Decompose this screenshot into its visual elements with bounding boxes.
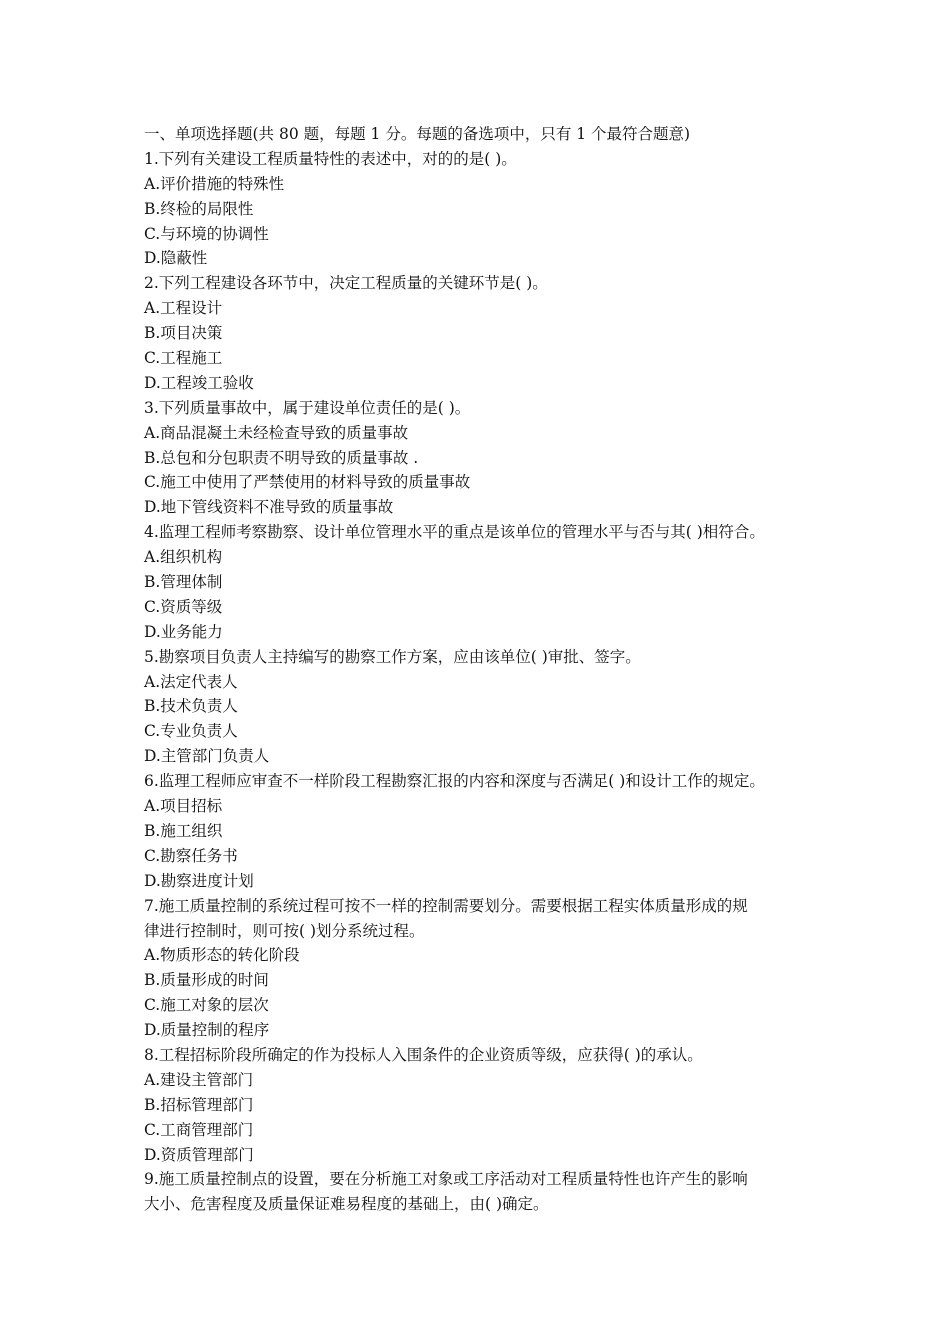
text-line: D.质量控制的程序 — [144, 1021, 270, 1040]
text-line: 5.勘察项目负责人主持编写的勘察工作方案，应由该单位( )审批、签字。 — [144, 647, 641, 666]
text-line: C.资质等级 — [144, 597, 223, 616]
text-line: 7.施工质量控制的系统过程可按不一样的控制需要划分。需要根据工程实体质量形成的规 — [144, 896, 748, 915]
text-line: A.工程设计 — [144, 299, 223, 318]
section-heading: 一、单项选择题(共 80 题，每题 1 分。每题的备选项中，只有 1 个最符合题意) — [144, 125, 691, 143]
text-line: 9.施工质量控制点的设置，要在分析施工对象或工序活动对工程质量特性也许产生的影响 — [144, 1170, 748, 1189]
text-line: C.勘察任务书 — [144, 846, 238, 865]
text-line: 4.监理工程师考察勘察、设计单位管理水平的重点是该单位的管理水平与否与其( )相符合。 — [144, 523, 765, 542]
text-line: A.评价措施的特殊性 — [144, 174, 285, 193]
text-line: 3.下列质量事故中，属于建设单位责任的是( )。 — [144, 398, 471, 417]
document-body — [144, 122, 810, 1217]
text-line: A.组织机构 — [144, 548, 223, 567]
text-line: D.主管部门负责人 — [144, 747, 270, 766]
text-line: A.物质形态的转化阶段 — [144, 946, 300, 965]
text-line: B.施工组织 — [144, 821, 223, 840]
text-line: A.建设主管部门 — [144, 1070, 254, 1089]
text-line: A.法定代表人 — [144, 672, 238, 691]
text-line: C.专业负责人 — [144, 722, 238, 741]
text-line: B.招标管理部门 — [144, 1095, 254, 1114]
text-line: B.总包和分包职责不明导致的质量事故 . — [144, 448, 419, 467]
text-line: 大小、危害程度及质量保证难易程度的基础上，由( )确定。 — [144, 1195, 549, 1214]
text-line: B.终检的局限性 — [144, 199, 254, 218]
text-line: C.施工对象的层次 — [144, 996, 269, 1015]
text-line: A.项目招标 — [144, 797, 223, 816]
text-line: D.资质管理部门 — [144, 1145, 254, 1164]
text-line: 2.下列工程建设各环节中，决定工程质量的关键环节是( )。 — [144, 274, 548, 293]
text-line: D.工程竣工验收 — [144, 373, 254, 392]
text-line: B.项目决策 — [144, 324, 223, 343]
text-line: D.隐蔽性 — [144, 249, 208, 268]
text-line: 律进行控制时，则可按( )划分系统过程。 — [144, 921, 425, 940]
text-line: 6.监理工程师应审查不一样阶段工程勘察汇报的内容和深度与否满足( )和设计工作的规定。 — [144, 772, 765, 791]
text-line: C.与环境的协调性 — [144, 224, 269, 243]
text-line: B.质量形成的时间 — [144, 971, 269, 990]
text-line: D.勘察进度计划 — [144, 871, 254, 890]
text-line: A.商品混凝土未经检查导致的质量事故 — [144, 423, 409, 442]
text-line: 1.下列有关建设工程质量特性的表述中，对的的是( )。 — [144, 149, 517, 168]
text-line: C.工程施工 — [144, 349, 223, 368]
text-line: 8.工程招标阶段所确定的作为投标人入围条件的企业资质等级，应获得( )的承认。 — [144, 1045, 703, 1064]
text-line: B.管理体制 — [144, 573, 223, 592]
text-line: D.地下管线资料不准导致的质量事故 — [144, 498, 394, 517]
text-line: B.技术负责人 — [144, 697, 238, 716]
text-line: C.工商管理部门 — [144, 1120, 254, 1139]
text-line: C.施工中使用了严禁使用的材料导致的质量事故 — [144, 473, 471, 492]
text-line: D.业务能力 — [144, 622, 223, 641]
